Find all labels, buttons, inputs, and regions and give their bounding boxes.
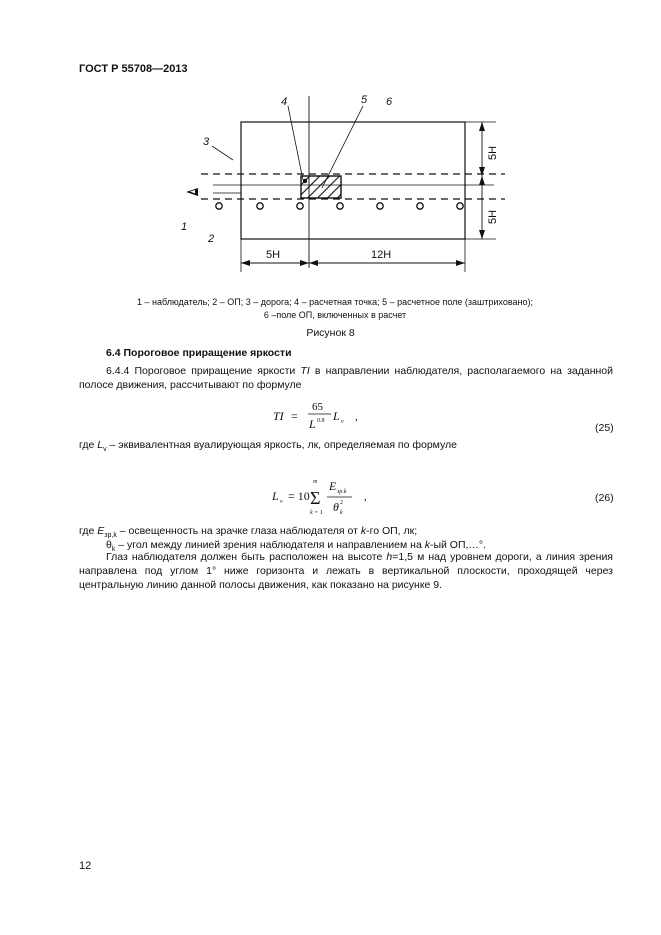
caption-line-2: 6 –поле ОП, включенных в расчет bbox=[263, 310, 407, 320]
equation-25 bbox=[273, 398, 393, 439]
luminaire bbox=[216, 203, 222, 209]
where-lv: где $L_v$ – эквивалентная вуалирующая яркость, лк, определяемая по формуле bbox=[79, 439, 458, 454]
where-e: где $E_{зр,k}$ – освещенность на зрачке глаза наблюдателя от k-го ОП, лк; bbox=[79, 525, 418, 540]
figure-label-1: 1 bbox=[181, 221, 188, 233]
leader-4 bbox=[288, 106, 303, 180]
leader-3 bbox=[212, 146, 233, 160]
document-header: ГОСТ Р 55708—2013 bbox=[79, 63, 188, 75]
luminaire bbox=[297, 203, 303, 209]
figure-caption bbox=[80, 296, 590, 322]
figure-title: Рисунок 8 bbox=[306, 327, 355, 339]
figure-label-4: 4 bbox=[281, 96, 288, 108]
dim-bottom-right-label: 12H bbox=[371, 249, 392, 261]
svg-text:L: L bbox=[333, 409, 340, 423]
svg-text:v: v bbox=[341, 419, 344, 425]
svg-text:TI: TI bbox=[273, 409, 284, 423]
svg-text:Σ: Σ bbox=[310, 488, 321, 508]
svg-text:зр.k: зр.k bbox=[337, 489, 347, 495]
leader-5 bbox=[322, 106, 363, 188]
paragraph-6-4-4: 6.4.4 Пороговое приращение яркости TI в направлении наблюдателя, располагаемого на заданной полосе движения, рассчитывают по формуле bbox=[79, 365, 613, 391]
luminaire bbox=[377, 203, 383, 209]
figure-label-5: 5 bbox=[361, 94, 368, 106]
svg-text:L: L bbox=[309, 417, 316, 431]
svg-text:k: k bbox=[340, 510, 343, 516]
dim-right-bottom-label: 5H bbox=[487, 209, 499, 224]
dim-right-top-label: 5H bbox=[487, 145, 499, 160]
svg-text:θ: θ bbox=[333, 500, 339, 514]
svg-text:,: , bbox=[364, 491, 367, 503]
figure-label-6: 6 bbox=[386, 96, 393, 108]
where-theta: $\theta_k$ – угол между линией зрения наблюдателя и направлением на k-ый ОП,…°. bbox=[106, 539, 487, 554]
equation-26 bbox=[272, 474, 382, 527]
svg-text:=: = bbox=[291, 409, 298, 423]
svg-text:L: L bbox=[272, 489, 279, 503]
luminaires bbox=[216, 203, 463, 209]
svg-text:,: , bbox=[355, 411, 358, 423]
figure-8-diagram bbox=[0, 0, 661, 300]
svg-text:2: 2 bbox=[340, 500, 343, 506]
svg-text:v: v bbox=[280, 499, 283, 505]
svg-text:k = 1: k = 1 bbox=[310, 510, 323, 516]
equation-25-number: (25) bbox=[595, 422, 614, 434]
section-title: 6.4 Пороговое приращение яркости bbox=[106, 347, 292, 359]
luminaire bbox=[337, 203, 343, 209]
svg-text:65: 65 bbox=[312, 401, 323, 413]
calculation-field bbox=[301, 176, 341, 198]
figure-label-3: 3 bbox=[203, 136, 210, 148]
svg-text:m: m bbox=[313, 479, 318, 485]
paragraph-observer-eye: Глаз наблюдателя должен быть расположен на высоте h=1,5 м над уровнем дороги, а линия зрения направлена под углом 1° ниже горизонта и лежать в вертикальной плоскости, проходящей через центральную линию данной полосы движения, как показано на рисунке 9. bbox=[79, 551, 613, 591]
luminaire bbox=[417, 203, 423, 209]
dim-bottom-left-label: 5H bbox=[266, 249, 281, 261]
page-number: 12 bbox=[79, 860, 92, 872]
calculation-point bbox=[303, 179, 307, 183]
luminaire bbox=[257, 203, 263, 209]
svg-text:E: E bbox=[329, 479, 337, 493]
luminaire bbox=[457, 203, 463, 209]
figure-label-2: 2 bbox=[208, 233, 215, 245]
svg-text:= 10: = 10 bbox=[288, 489, 310, 503]
field-rectangle bbox=[241, 122, 465, 239]
caption-line-1: 1 – наблюдатель; 2 – ОП; 3 – дорога; 4 – расчетная точка; 5 – расчетное поле (заштриховано); bbox=[137, 297, 533, 307]
equation-26-number: (26) bbox=[595, 492, 614, 504]
svg-text:0.8: 0.8 bbox=[317, 418, 325, 424]
